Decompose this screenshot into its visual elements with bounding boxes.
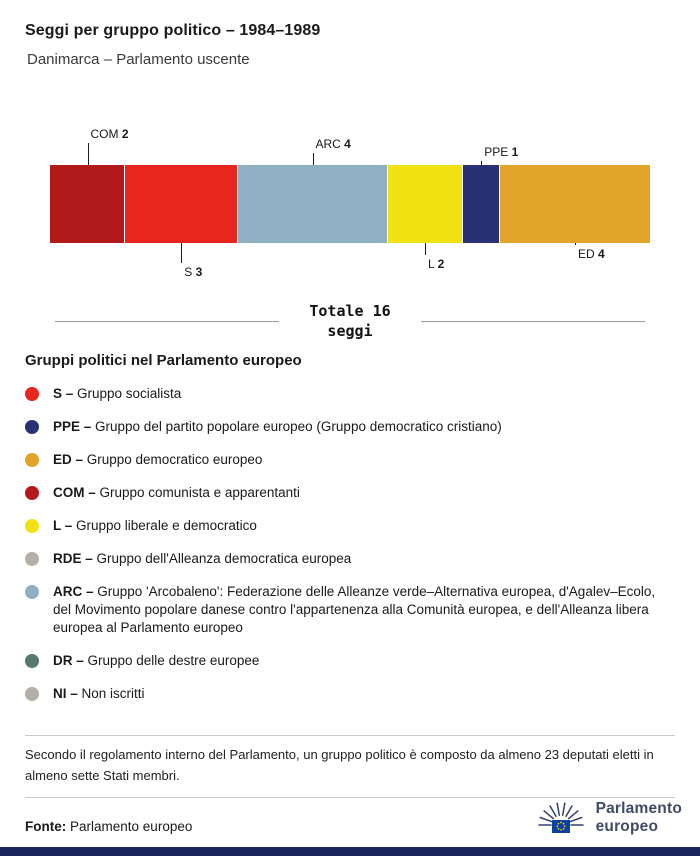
legend-dot-arc (25, 585, 39, 599)
label-connector-ppe (481, 161, 482, 165)
ep-logo-line1: Parlamento (595, 800, 682, 818)
legend-label-arc: ARC – Gruppo 'Arcobaleno': Federazione delle Alleanze verde–Alternativa europea, d'Agalev–Ecolo, del Movimento popolare danese contro l'appartenenza alla Comunità europea, e dell'Alleanza libera europea al Parlamento europeo (53, 583, 656, 636)
legend-item-ppe (25, 418, 675, 436)
total-rule-left (55, 321, 279, 322)
ep-logo-text (596, 800, 682, 835)
legend-label-ed: ED – Gruppo democratico europeo (53, 451, 263, 467)
legend-item-com (25, 484, 675, 502)
legend-label-ni: NI – Non iscritti (53, 686, 145, 702)
segment-label-l: L 2 (428, 257, 445, 271)
total-line1: Totale 16 (309, 302, 391, 320)
legend-label-rde: RDE – Gruppo dell'Alleanza democratica europea (53, 550, 352, 566)
total-seats-row (55, 301, 645, 342)
source-value: Parlamento europeo (70, 819, 193, 834)
bar-segment-ppe (463, 165, 501, 243)
page-title: Seggi per gruppo politico – 1984–1989 (25, 22, 321, 39)
legend-label-s: S – Gruppo socialista (53, 385, 182, 401)
legend-label-com: COM – Gruppo comunista e apparentanti (53, 484, 300, 500)
legend-label-dr: DR – Gruppo delle destre europee (53, 653, 260, 669)
legend-dot-ed (25, 453, 39, 467)
total-rule-right (421, 321, 645, 322)
segment-label-ppe: PPE 1 (484, 145, 519, 159)
legend (25, 352, 675, 704)
legend-title: Gruppi politici nel Parlamento europeo (25, 351, 302, 369)
ep-hemicycle-flag-icon (535, 795, 587, 840)
segment-label-s: S 3 (184, 265, 203, 279)
segment-label-arc: ARC 4 (315, 137, 351, 151)
label-connector-ed (575, 243, 576, 245)
footnote: Secondo il regolamento interno del Parlamento, un gruppo politico è composto da almeno 23 deputati eletti in almeno sette Stati membri. (25, 735, 675, 797)
ep-logo-line2: europeo (595, 817, 659, 835)
source-label: Fonte: (25, 819, 67, 834)
label-connector-l (425, 243, 426, 255)
bar-segment-arc (238, 165, 388, 243)
bottom-accent-bar (0, 847, 700, 856)
total-seats-label (309, 301, 390, 342)
legend-item-ni (25, 685, 675, 703)
legend-item-l (25, 517, 675, 535)
label-connector-arc (313, 153, 314, 165)
legend-dot-rde (25, 552, 39, 566)
total-line2: seggi (327, 322, 373, 341)
legend-dot-s (25, 387, 39, 401)
bar-segment-l (388, 165, 463, 243)
stacked-bar (50, 165, 650, 243)
legend-dot-dr (25, 654, 39, 668)
seat-bar-chart (50, 123, 650, 281)
segment-label-com: COM 2 (90, 127, 129, 141)
legend-item-arc (25, 583, 675, 637)
ep-logo (535, 795, 682, 840)
legend-item-rde (25, 550, 675, 568)
legend-item-s (25, 385, 675, 403)
bar-segment-ed (500, 165, 650, 243)
legend-label-l: L – Gruppo liberale e democratico (53, 517, 257, 533)
source-text (25, 819, 192, 840)
legend-dot-ppe (25, 420, 39, 434)
label-connector-s (181, 243, 182, 263)
legend-item-dr (25, 652, 675, 670)
legend-dot-l (25, 519, 39, 533)
legend-dot-ni (25, 687, 39, 701)
legend-item-ed (25, 451, 675, 469)
bar-segment-com (50, 165, 125, 243)
source-row (25, 795, 682, 840)
label-connector-com (88, 143, 89, 165)
segment-label-ed: ED 4 (578, 247, 605, 261)
legend-label-ppe: PPE – Gruppo del partito popolare europeo (Gruppo democratico cristiano) (53, 418, 502, 434)
legend-list (25, 385, 675, 704)
bar-segment-s (125, 165, 238, 243)
legend-dot-com (25, 486, 39, 500)
page-subtitle: Danimarca – Parlamento uscente (27, 51, 250, 68)
